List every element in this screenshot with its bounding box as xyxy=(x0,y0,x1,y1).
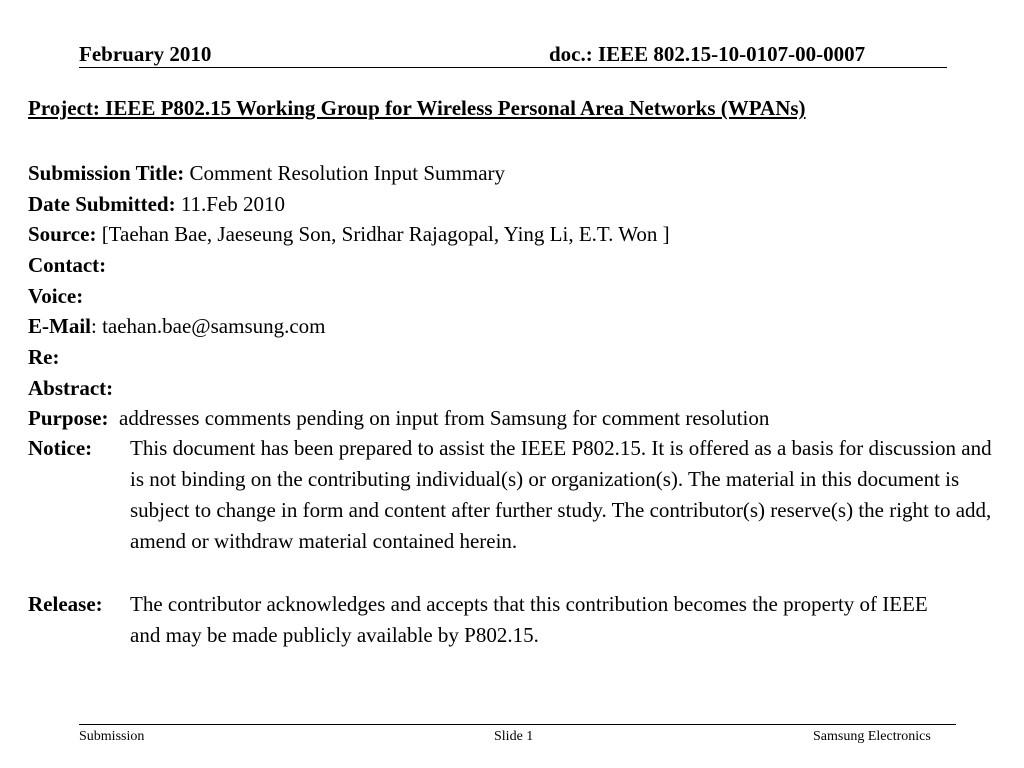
release-text: The contributor acknowledges and accepts that this contribution becomes the property of IEEE and may be made publicly available by P802.15. xyxy=(130,592,928,647)
notice-text: This document has been prepared to assist the IEEE P802.15. It is offered as a basis for discussion and is not binding on the contributing individual(s) or organization(s). The material in this document is subject to change in form and content after further study. The contributor(s) reserve(s) the right to add, amend or withdraw material contained herein. xyxy=(130,436,992,553)
field-label: Voice: xyxy=(28,284,84,308)
field-label: Purpose: xyxy=(28,406,109,430)
project-title: Project: IEEE P802.15 Working Group for Wireless Personal Area Networks (WPANs) xyxy=(28,96,806,120)
notice-label: Notice: xyxy=(28,436,93,460)
field-label: Re: xyxy=(28,345,60,369)
field-abstract xyxy=(28,375,113,401)
release-label: Release: xyxy=(28,592,103,616)
header-date: February 2010 xyxy=(79,42,212,66)
header-rule xyxy=(79,67,947,68)
field-label: Abstract: xyxy=(28,376,114,400)
field-value: 11.Feb 2010 xyxy=(175,192,286,216)
field-value: addresses comments pending on input from Samsung for comment resolution xyxy=(108,406,770,430)
field-email xyxy=(28,313,326,339)
footer-company: Samsung Electronics xyxy=(813,729,931,744)
field-date-submitted xyxy=(28,191,285,217)
field-contact xyxy=(28,252,106,278)
field-label: E-Mail xyxy=(28,314,91,338)
field-purpose xyxy=(28,405,769,431)
field-label: Source: xyxy=(28,222,97,246)
field-label: Submission Title: xyxy=(28,161,185,185)
field-label: Contact: xyxy=(28,253,107,277)
field-value: : taehan.bae@samsung.com xyxy=(91,314,326,338)
footer-slide-number: Slide 1 xyxy=(494,729,534,744)
field-submission-title xyxy=(28,160,505,186)
field-source xyxy=(28,221,670,247)
field-re xyxy=(28,344,59,370)
footer-rule xyxy=(79,724,956,725)
field-value: [Taehan Bae, Jaeseung Son, Sridhar Rajagopal, Ying Li, E.T. Won ] xyxy=(96,222,670,246)
footer-submission: Submission xyxy=(79,729,145,744)
field-value: Comment Resolution Input Summary xyxy=(184,161,506,185)
header-doc-id: doc.: IEEE 802.15-10-0107-00-0007 xyxy=(549,42,866,66)
field-voice xyxy=(28,283,83,309)
field-label: Date Submitted: xyxy=(28,192,176,216)
